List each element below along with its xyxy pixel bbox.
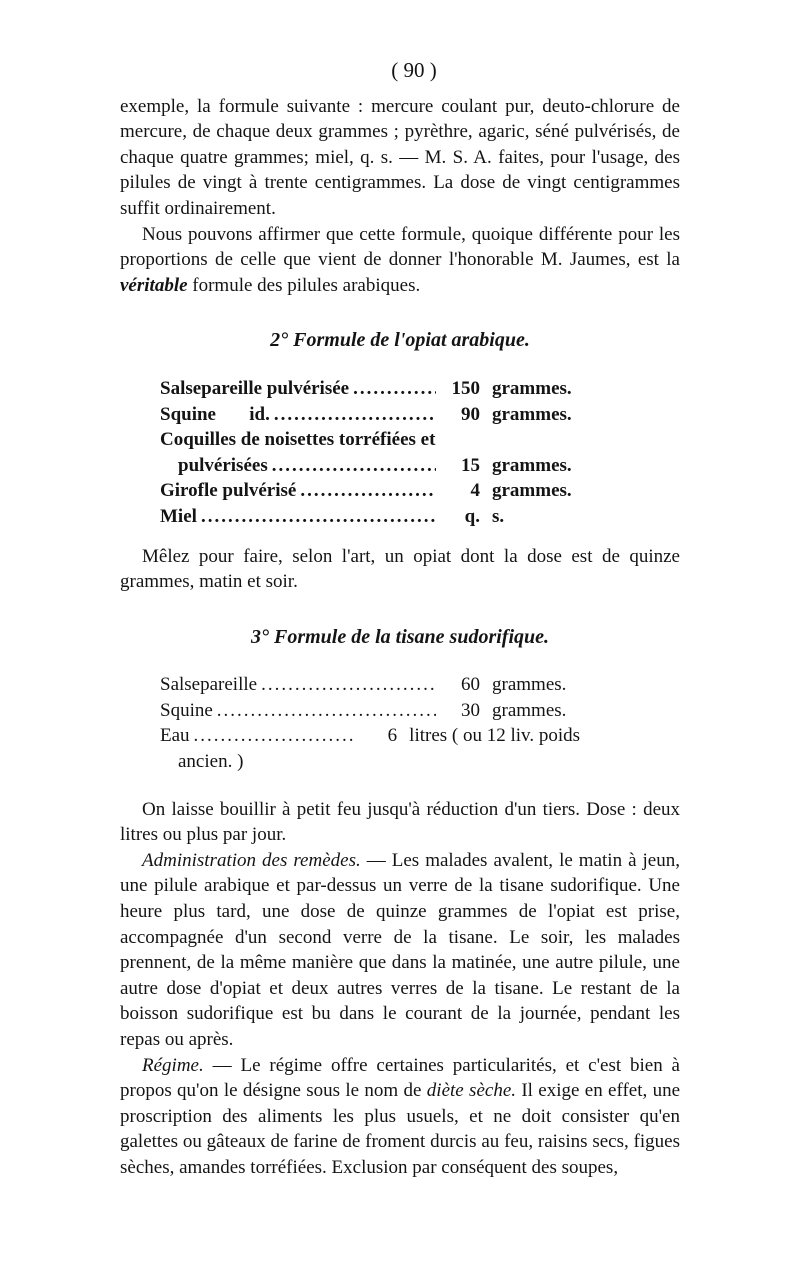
recipe-row xyxy=(160,402,580,428)
leader-dots xyxy=(300,478,436,504)
recipe-quantity: q. xyxy=(464,505,480,527)
leader-dots xyxy=(217,698,436,724)
recipe-item: Squine id. xyxy=(160,403,270,425)
regime-emphasis: diète sèche. xyxy=(426,1080,516,1102)
leader-dots xyxy=(261,672,436,698)
recipe-row xyxy=(160,723,580,749)
recipe-row xyxy=(160,427,580,453)
opiat-heading: 2° Formule de l'opiat arabique. xyxy=(270,329,530,352)
recipe-row xyxy=(160,376,580,402)
recipe-item: Coquilles de noisettes torréfiées et xyxy=(160,429,436,451)
recipe-unit: grammes. xyxy=(492,674,567,696)
recipe-quantity: 4 xyxy=(470,480,480,502)
recipe-quantity: 30 xyxy=(461,699,480,721)
regime-text-1: — Le régime offre certaines particularités, et c'est bien à propos qu'on le désigne sous le nom de xyxy=(120,1054,680,1102)
recipe-unit: litres ( ou 12 liv. poids xyxy=(409,725,580,747)
leader-dots xyxy=(353,376,436,402)
recipe-unit: grammes. xyxy=(492,699,567,721)
tisane-recipe xyxy=(160,672,580,774)
recipe-quantity: 6 xyxy=(387,725,398,747)
document-page xyxy=(120,58,680,1181)
administration-label: Administration des remèdes. xyxy=(142,849,361,871)
opiat-note: Mêlez pour faire, selon l'art, un opiat dont la dose est de quinze grammes, matin et soir. xyxy=(120,545,680,593)
intro-paragraph: exemple, la formule suivante : mercure coulant pur, deuto-chlorure de mercure, de chaque deux grammes ; pyrèthre, agaric, séné pulvérisés, de chaque quatre grammes; miel, q. s. — M. S. A. faites, pour l'usage, des pilules de vingt à trente centigrammes. La dose de vingt centigrammes suffit ordinairement. xyxy=(120,95,680,219)
affirm-emphasis: véritable xyxy=(120,274,188,296)
recipe-quantity: 60 xyxy=(461,674,480,696)
recipe-item: Girofle pulvérisé xyxy=(160,480,297,502)
recipe-unit: s. xyxy=(492,505,505,527)
tisane-heading: 3° Formule de la tisane sudorifique. xyxy=(250,625,550,648)
body-paragraphs xyxy=(120,797,680,1181)
affirm-text-after: formule des pilules arabiques. xyxy=(187,274,421,296)
recipe-item: Squine xyxy=(160,699,213,721)
tisane-note: On laisse bouillir à petit feu jusqu'à réduction d'un tiers. Dose : deux litres ou plus par jour. xyxy=(120,798,680,846)
recipe-item: Salsepareille pulvérisée xyxy=(160,377,350,399)
recipe-unit: grammes. xyxy=(492,377,572,399)
recipe-item: Salsepareille xyxy=(160,674,258,696)
recipe-continuation: ancien. ) xyxy=(178,751,244,773)
regime-label: Régime. xyxy=(142,1054,204,1076)
recipe-item: pulvérisées xyxy=(178,454,268,476)
recipe-unit: grammes. xyxy=(492,403,572,425)
recipe-row xyxy=(160,672,580,698)
leader-dots xyxy=(201,504,436,530)
recipe-quantity: 150 xyxy=(451,377,480,399)
recipe-item: Miel xyxy=(160,505,197,527)
recipe-item: Eau xyxy=(160,725,190,747)
recipe-unit: grammes. xyxy=(492,480,572,502)
recipe-row xyxy=(160,478,580,504)
leader-dots xyxy=(194,723,354,749)
leader-dots xyxy=(274,402,436,428)
regime-text-2: Il exige en effet, une proscription des aliments les plus usuels, et ne doit consister qu'en galettes ou gâteaux de farine de froment durcis au feu, raisins secs, figues sèches, amandes torréfiées. Exclusion par conséquent des soupes, xyxy=(120,1080,680,1178)
affirm-text-before: Nous pouvons affirmer que cette formule, quoique différente pour les proportions de celle que vient de donner l'honorable M. Jaumes, est la xyxy=(120,223,680,271)
opiat-recipe xyxy=(160,376,580,530)
recipe-row xyxy=(160,453,580,479)
administration-paragraph xyxy=(120,848,680,1053)
regime-paragraph xyxy=(120,1053,680,1181)
administration-text: — Les malades avalent, le matin à jeun, une pilule arabique et par-dessus un verre de la tisane sudorifique. Une heure plus tard, une dose de quinze grammes de l'opiat est prise, accompagnée d'un second verre de la tisane. Le soir, les malades prennent, de la même manière que dans la matinée, une autre pilule, une autre dose d'opiat et deux autres verres de la tisane. Le restant de la boisson sudorifique est bu dans le courant de la journée, pendant les repas ou après. xyxy=(120,849,680,1050)
page-number: ( 90 ) xyxy=(391,58,437,82)
recipe-row xyxy=(160,504,580,530)
leader-dots xyxy=(272,453,436,479)
recipe-unit: grammes. xyxy=(492,454,572,476)
recipe-quantity: 15 xyxy=(461,454,480,476)
affirm-paragraph xyxy=(120,222,680,299)
recipe-quantity: 90 xyxy=(461,403,480,425)
recipe-row xyxy=(160,698,580,724)
